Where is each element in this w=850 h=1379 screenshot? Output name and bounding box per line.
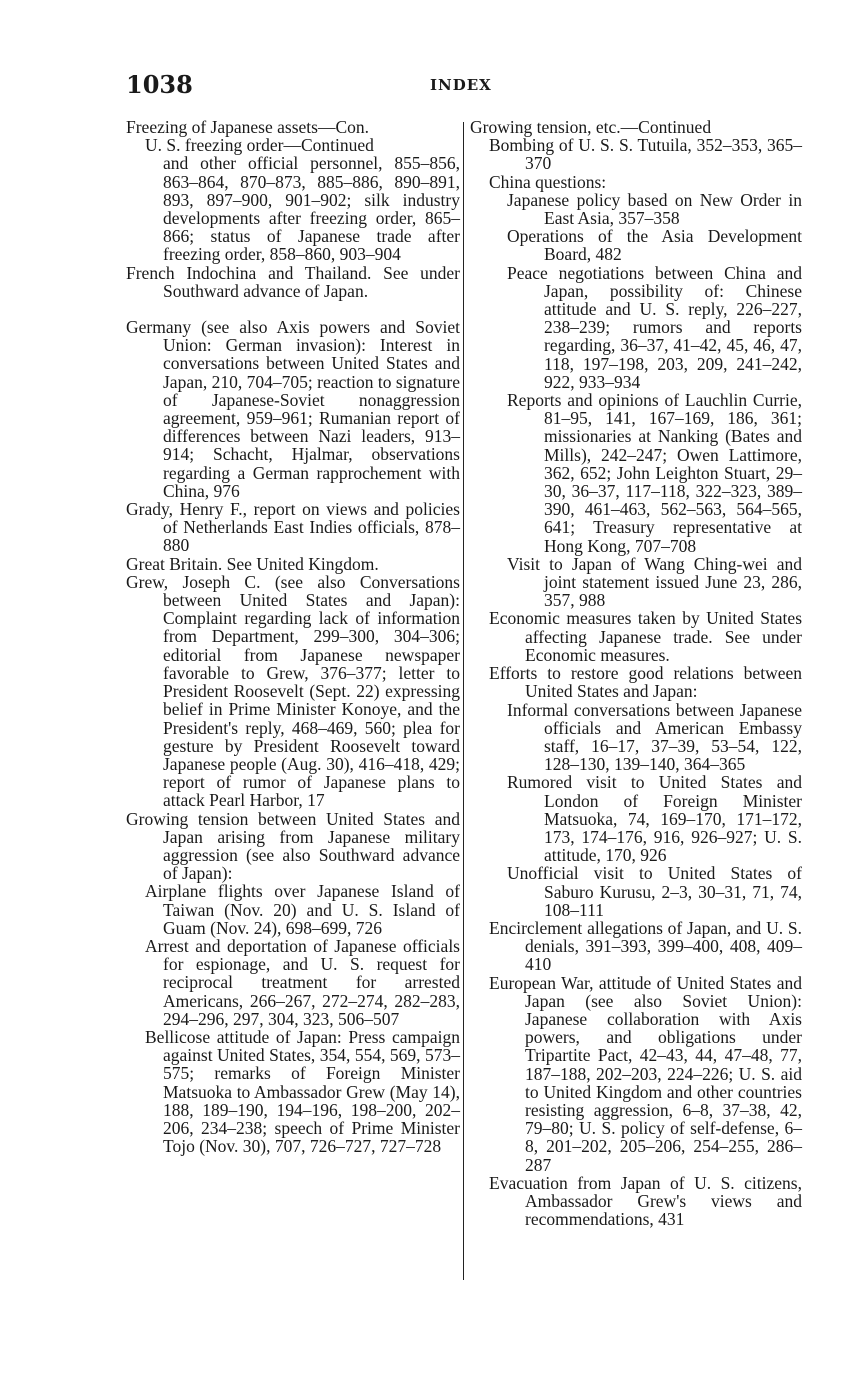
index-entry: Encirclement allegations of Japan, and U. S. denials, 391–393, 399–400, 408, 409–410 [489, 917, 802, 975]
index-entry: Economic measures taken by United States affecting Japanese trade. See under Economic measures. [489, 608, 802, 665]
index-entry: U. S. freezing order—Continued [145, 135, 374, 156]
index-entry: Grady, Henry F., report on views and policies of Netherlands East Indies officials, 878–880 [126, 499, 460, 556]
index-entry: Japanese policy based on New Order in East Asia, 357–358 [507, 189, 802, 229]
page-number: 1038 [126, 70, 193, 99]
index-entry: Evacuation from Japan of U. S. citizens, Ambassador Grew's views and recommendations, 431 [489, 1172, 802, 1230]
index-entry: Operations of the Asia Development Board, 482 [507, 226, 802, 265]
index-entry: Unofficial visit to United States of Saburo Kurusu, 2–3, 30–31, 71, 74, 108–111 [507, 863, 802, 920]
index-entry: European War, attitude of United States and Japan (see also Soviet Union): Japanese collaboration with Axis powers, and obligations under Tripartite Pact, 42–43, 44, 47–48, 77, 187–188, 202–203, 224–226; U. S. aid to United Kingdom and other countries resisting aggression, 6–8, 37–38, 42, 79–80; U. S. policy of self-defense, 6–8, 201–202, 205–206, 254–255, 286–287 [489, 972, 802, 1175]
index-entry: Bombing of U. S. S. Tutuila, 352–353, 365–370 [489, 135, 802, 174]
index-entry: Visit to Japan of Wang Ching-wei and joint statement issued June 23, 286, 357, 988 [507, 553, 802, 611]
index-entry: Great Britain. See United Kingdom. [126, 553, 379, 574]
index-entry: Growing tension between United States and Japan arising from Japanese military aggression (see also Southward advance of Japan): [126, 808, 460, 884]
index-entry: Grew, Joseph C. (see also Conversations between United States and Japan): Complaint regarding lack of information from Department, 299–300, 304–306; editorial from Japanese newspaper favorable to Grew, 376–377; letter to President Roosevelt (Sept. 22) expressing belief in Prime Minister Konoye, and the President's reply, 468–469, 560; plea for gesture by President Roosevelt toward Japanese people (Aug. 30), 416–418, 429; report of rumor of Japanese plans to attack Pearl Harbor, 17 [126, 571, 460, 811]
index-entry: Efforts to restore good relations between United States and Japan: [489, 663, 802, 702]
column-divider [463, 122, 464, 1280]
index-entry: French Indochina and Thailand. See under Southward advance of Japan. [126, 262, 460, 301]
index-column-right [470, 118, 802, 1228]
index-entry: Germany (see also Axis powers and Soviet Union: German invasion): Interest in conversations between United States and Japan, 210, 704–705; reaction to signature of Japanese-Soviet nonaggression agreement, 959–961; Rumanian report of differences between Nazi leaders, 913–914; Schacht, Hjalmar, observations regarding a German rapprochement with China, 976 [126, 317, 460, 501]
index-entry: Rumored visit to United States and London of Foreign Minister Matsuoka, 74, 169–170, 171–172, 173, 174–176, 916, 926–927; U. S. attitude, 170, 926 [507, 772, 802, 866]
index-entry: Growing tension, etc.—Continued [470, 117, 712, 137]
index-entry: Informal conversations between Japanese officials and American Embassy staff, 16–17, 37–39, 53–54, 122, 128–130, 139–140, 364–365 [507, 699, 802, 775]
index-column-left [126, 118, 460, 1155]
index-entry: Airplane flights over Japanese Island of Taiwan (Nov. 20) and U. S. Island of Guam (Nov. 24), 698–699, 726 [145, 881, 460, 938]
index-entry: China questions: [489, 171, 607, 192]
index-entry: Bellicose attitude of Japan: Press campaign against United States, 354, 554, 569, 573–575; remarks of Foreign Minister Matsuoka to Ambassador Grew (May 14), 188, 189–190, 194–196, 198–200, 202–206, 234–238; speech of Prime Minister Tojo (Nov. 30), 707, 726–727, 727–728 [145, 1026, 460, 1157]
entry-spacer [126, 300, 460, 318]
index-entry: and other official personnel, 855–856, 863–864, 870–873, 885–886, 890–891, 893, 897–900, 901–902; silk industry developments after freezing order, 865–866; status of Japanese trade after freezing order, 858–860, 903–904 [163, 153, 460, 265]
running-title: INDEX [430, 76, 492, 94]
index-entry: Freezing of Japanese assets—Con. [126, 117, 369, 137]
index-entry: Peace negotiations between China and Japan, possibility of: Chinese attitude and U. S. reply, 226–227, 238–239; rumors and reports regarding, 36–37, 41–42, 45, 46, 47, 118, 197–198, 203, 209, 241–242, 922, 933–934 [507, 262, 802, 392]
index-entry: Arrest and deportation of Japanese officials for espionage, and U. S. request for reciprocal treatment for arrested Americans, 266–267, 272–274, 282–283, 294–296, 297, 304, 323, 506–507 [145, 935, 460, 1029]
index-entry: Reports and opinions of Lauchlin Currie, 81–95, 141, 167–169, 186, 361; missionaries at Nanking (Bates and Mills), 242–247; Owen Lattimore, 362, 652; John Leighton Stuart, 29–30, 36–37, 117–118, 322–323, 389–390, 461–463, 562–563, 564–565, 641; Treasury representative at Hong Kong, 707–708 [507, 390, 802, 556]
